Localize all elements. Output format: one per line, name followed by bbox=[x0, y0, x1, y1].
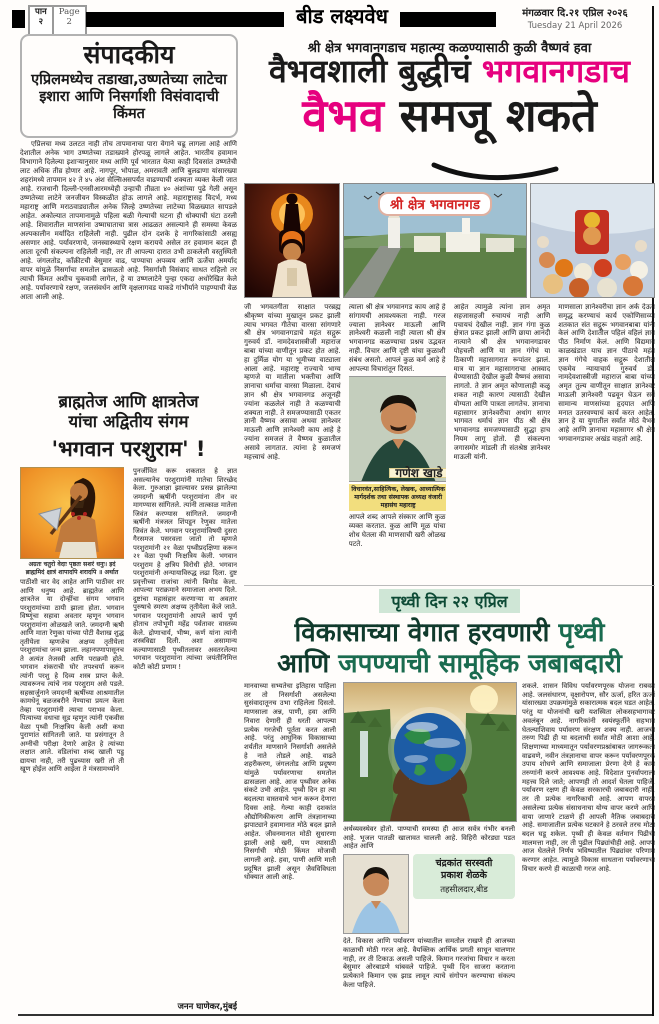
earth-column-2 bbox=[343, 682, 515, 1014]
earth-headline-l1-green: पृथ्वी bbox=[558, 618, 605, 648]
earth-headline-l2-dark: आणि bbox=[277, 649, 339, 679]
earth-headline-l1-dark: विकासाच्या वेगात हरवणारी bbox=[294, 618, 559, 648]
main-column-3: आहेत त्यामुळे त्यांना ज्ञान अमृत सहजासहजी रुचायचं नाही आणि पचायचं देखील नाही. ज्ञान गंगा कुळ क्षेत्रात प्रकट झाली आणि छाया आनंदी नात्याने श्री क्षेत्र भगवानगडावर पोहचली आणि या ज्ञान गंगेचं या ठिकाणी महासागरात रूपांतर झालं. मात्र या ज्ञान महासागराचा आस्वाद घेण्यासाठी देखील कुळी वैष्णवं असावा लागतो. ते ज्ञान अमृत कोणालाही कळू शकत नाही कारण त्यासाठी देखील योग्यता आणि पात्रता लागतेच. ज्ञानाचा महासागर ज्ञानेश्वरीचा अथांग सागर भागवत धर्माचं ज्ञान पीठ श्री क्षेत्र भगवानगड समजण्यासाठी सुद्धा हाच नियम लागू होतो. ही संकल्पना जगासमोर मांडली ती संतश्रेष्ठ ज्ञानेश्वर माऊली यांनी. bbox=[453, 303, 551, 461]
parashuram-author-signature: जनन घाणेकर,मुंबई bbox=[177, 1002, 237, 1012]
parashuram-image-caption: अग्रतः चतुरो वेदाः पृष्ठतः सशरं धनुः। इदं ब्राह्ममिदं क्षात्रं शापादपि शरादपि ॥ अर्थात bbox=[25, 561, 119, 576]
parashuram-column2-text: पुनर्जीवित करू शकतात हे ज्ञात असल्यानेच परशुरामांनी मातेचा शिरच्छेद केला. गुरुआज्ञा झाल्यावर प्रसन्न झालेल्या जमदग्नी ऋषींनी परशुरामांना तीन वर मागण्यास सांगितले. त्यांनी तात्काळ मातेला जिवंत करण्यास सांगितले. जमदग्नी ऋषींनी मंत्रजल शिंपडून रेणुका मातेला जिवंत केले. भगवान परशुरामांविषयी दुसरा गैरसमज पसरवला जातो तो म्हणजे परशुरामांनी २१ वेळा पृथ्वीप्रदक्षिणा करून २१ वेळा पृथ्वी निःक्षत्रिय केली. भगवान परशुराम हे क्षत्रिय विरोधी होते. भगवान परशुरामांनी अन्यायाविरुद्ध लढा दिला. दुष्ट प्रवृत्तीच्या राजांचा त्यांनी बिमोड केला. आपल्या पराक्रमाने समाजाला अभय दिले. दुष्टांचा महासंहार करणाऱ्या या अवतार पुरुषाचे स्मरण अक्षय्य तृतीयेला केले जाते. भगवान परशुरामांनी आपले कार्य पूर्ण होताच तपोभूमी महेंद्र पर्वतावर वास्तव्य केले. द्रोणाचार्य, भीष्म, कर्ण यांना त्यांनी शस्त्रविद्या दिली. अशा असामान्य कल्याणासाठी पृथ्वीतलावर अवतरलेल्या भगवान परशुरामांना त्यांच्या जयंतीनिमित्त कोटी कोटी प्रणाम ! bbox=[133, 467, 237, 671]
parashuram-illustration bbox=[20, 467, 124, 559]
earth-article-body bbox=[244, 682, 655, 1014]
main-column-4: माणसाला ज्ञानेश्वरीचा ज्ञान अर्क देऊन समृद्ध करण्याचं कार्य एकोणिसाव्या शतकात संत सद्गुरू भगवानबाबा यांनी केलं आणि देशातील पहिलं वहिलं ज्ञान पीठ निर्माण केलं. आणि विद्यमान काळखंडात याच ज्ञान पीठाचे महंत ज्ञान गंगेचे वाहक सद्गुरू देशातील एकमेव न्यायाचार्य गुरुवर्य डॉ. नामदेवशास्त्रीजी महाराज बाबा यांच्या अमृत तुल्य वाणीतून साक्षात ज्ञानेश्वर माऊली ज्ञानेश्वरी पढवून घेऊन सर्व सामान्य माणसांच्या हृदयात आणि मनात उतरवण्याचं कार्य करत आहेत. ज्ञान हे या युगातील सर्वांत मोठं वैभव आहे आणि ज्ञानाचा महासागर श्री क्षेत्र भगवानगडावर अखंड वाहतो आहे. bbox=[558, 303, 655, 443]
header-left-mark bbox=[12, 10, 25, 28]
editorial-header-box bbox=[20, 34, 238, 138]
main-article-kicker: श्री क्षेत्र भगवानगडाच महात्म्य कळण्यासाठी कुळी वैष्णवं हवा bbox=[307, 41, 592, 56]
earth-headline-l2-green: जपण्याची सामूहिक जबाबदारी bbox=[338, 649, 622, 679]
main-article-body bbox=[244, 303, 655, 586]
parashuram-column-1 bbox=[20, 467, 124, 1012]
date-english: Tuesday 21 April 2026 bbox=[527, 21, 623, 31]
temple-photo-label: श्री क्षेत्र भगवानगड bbox=[378, 192, 492, 216]
earth-author-label bbox=[413, 854, 515, 899]
masthead-right-bar bbox=[400, 12, 496, 27]
earth-column-1: मानवाच्या सभ्यतेचा इतिहास पाहिला तर तो निसर्गाशी असलेल्या सुसंवादातूनच उभा राहिलेला दिसतो. माणसाला अन्न, पाणी, हवा आणि निवारा देणारी ही धरती आपल्या प्रत्येक गरजेची पूर्तता करत आली आहे. परंतु आधुनिक विकासाच्या शर्यतीत माणसाने निसर्गाशी असलेले हे नाते तोडले आहे. वाढते शहरीकरण, जंगलतोड आणि प्रदूषण यांमुळे पर्यावरणाचा समतोल ढासळला आहे. आज पृथ्वीवर अनेक संकटे उभी आहेत. पृथ्वी दिन हा त्या बदलत्या वास्तवाचे भान करून देणारा दिवस आहे. गेल्या काही दशकांत औद्योगिकीकरण आणि तंत्रज्ञानाच्या झपाट्याने हवामानात मोठे बदल झाले आहेत. जीवनमानात मोठी सुधारणा झाली आहे खरी, पण त्यासाठी निसर्गाची मोठी किंमत मोजावी लागली आहे. हवा, पाणी आणि माती प्रदूषित झाली असून जैवविविधता धोक्यात आली आहे. bbox=[244, 682, 336, 882]
parashuram-kicker-line2: यांचा अद्वितीय संगम bbox=[68, 412, 189, 432]
main-article-photos bbox=[244, 183, 655, 296]
main-column-2 bbox=[349, 303, 446, 586]
earth-in-hands-photo bbox=[343, 682, 517, 822]
edition-date bbox=[502, 5, 648, 31]
earth-kicker-row bbox=[244, 589, 655, 613]
earth-column2-bottom-text: देते. विकास आणि पर्यावरण यांच्यातील समतोल राखणे ही आजच्या काळाची मोठी गरज आहे. वैयक्तिक आर्थिक प्रगती साधून चालणार नाही, तर ती टिकाऊ असली पाहिजे. किमान गरजांचा विचार न करता बेसुमार ओरबाडणे थांबवले पाहिजे. पृथ्वी दिन साजरा करताना प्रत्येकाने किमान एक झाड लावून त्याचे संगोपन करण्याचा संकल्प केला पाहिजे. bbox=[343, 937, 515, 989]
headline-flourish bbox=[430, 162, 560, 184]
earth-author-role: तहसीलदार,बीड bbox=[440, 884, 488, 895]
page-number-marathi bbox=[30, 7, 54, 34]
parashuram-body bbox=[20, 467, 237, 1012]
parashuram-title: 'भगवान परशुराम' ! bbox=[51, 437, 206, 461]
author-photo-ganesh-khade bbox=[349, 376, 446, 482]
earth-author-box bbox=[343, 854, 515, 934]
author-credentials: विचारवंत,साहित्यिक, लेखक, आध्यात्मिक मार्गदर्शक तथा संस्थापक अध्यक्ष वंजारी महासंघ महाराष्ट्र bbox=[349, 484, 446, 511]
editorial-body: एप्रिलचा मध्य उलटत नाही तोच तापमानाचा पारा वेगाने चढू लागला आहे आणि देशातील अनेक भाग उष्णतेच्या तडाख्याने होरपळू लागले आहेत. भारतीय हवामान विभागाने दिलेल्या इशाऱ्यानुसार मध्य आणि पूर्व भारतात येत्या काही दिवसांत उष्णतेची लाट अधिक तीव्र होणार आहे. नागपूर, भोपाळ, अमरावती आणि बुलढाणा यांसारख्या शहरांमध्ये तापमान ४२ ते ४५ अंश सेल्सिअसपर्यंत वाढण्याची शक्यता व्यक्त केली जात आहे. राजधानी दिल्ली-एनसीआरमध्येही उन्हाची तीव्रता ४० अंशांच्या पुढे गेली असून उष्णतेच्या लाटेने जनजीवन विस्कळीत होऊ लागले आहे. महाराष्ट्रासह विदर्भ, मध्य महाराष्ट्र आणि मराठवाड्यातील अनेक जिल्हे उष्णतेच्या लाटेच्या विळख्यात सापडले आहेत. अकोल्यात तापमानामुळे पहिला बळी गेल्याची घटना ही धोक्याची घंटा ठरली आहे. शिवारातील माणसांना उष्माघाताचा त्रास आढळत असल्याने ही समस्या केवळ अल्पकालीन मर्यादित राहिलेली नाही. पुढील दोन दशके हे नागरिकांसाठी असह्य असणार आहे. पर्यावरणाचे, जनस्वास्थ्याचे रक्षण करायचे असेल तर हवामान बदल ही आता दूरची संकल्पना राहिलेली नाही, तर ती आपल्या दारात उभी ठाकलेली वस्तुस्थिती आहे. जंगलतोड, काँक्रीटची बेसुमार वाढ, पाण्याचा अपव्यय आणि ऊर्जेचा अमर्याद वापर यांमुळे निसर्गाचा समतोल ढासळतो आहे. निसर्गाशी विसंवाद साधत राहिलो तर त्याची किंमत अशीच चुकवावी लागेल, हे या उष्णलाटेने पुन्हा एकदा अधोरेखित केले आहे. पर्यावरणाचे रक्षण, जलसंवर्धन आणि वृक्षलागवड याकडे गांभीर्याने पाहण्याची वेळ आता आली आहे. bbox=[20, 140, 237, 301]
main-headline-line2 bbox=[244, 89, 655, 142]
earth-column-3: शकले. शासन विविध पर्यावरणपूरक योजना राबवत आहे. जलसंधारण, वृक्षारोपण, सौर ऊर्जा, हरित ऊर्जा यांसारख्या उपक्रमांमुळे सकारात्मक बदल घडत आहेत. परंतु या योजनांची खरी यशस्विता लोकसहभागावर अवलंबून आहे. नागरिकांनी स्वयंस्फूर्तीने सहभाग घेतल्याशिवाय पर्यावरण संरक्षण शक्य नाही. आजची तरुण पिढी ही या बदलाची सर्वांत मोठी आशा आहे. शिक्षणाच्या माध्यमातून पर्यावरणप्रश्नांबाबत जागरूकता वाढवणे, नवीन तंत्रज्ञानाचा वापर करून पर्यावरणपूरक उपाय शोधणे आणि समाजाला प्रेरणा देणे हे काम तरुणांनी करणे आवश्यक आहे. विदेशात पुनर्वापराला महत्त्व दिले जाते; आपणही तो आदर्श घेतला पाहिजे. पर्यावरण रक्षण ही केवळ सरकारची जबाबदारी नाही, तर ती प्रत्येक नागरिकाची आहे. आपण वापरत असलेल्या प्रत्येक संसाधनाचा योग्य वापर करणे आणि वाया जाणारे टाळणे ही आपली नैतिक जबाबदारी आहे. समाजातील प्रत्येक घटकाने हे ठरवले तरच मोठा बदल घडू शकेल. पृथ्वी ही केवळ वर्तमान पिढीची मालमत्ता नाही, तर ती पुढील पिढ्यांचीही आहे. आपण आज घेतलेले निर्णय भविष्यातील पिढ्यांवर परिणाम करणार आहेत. त्यामुळे विकास साधताना पर्यावरणाचा विचार करणे ही काळाची गरज आहे. bbox=[522, 682, 655, 873]
author-photo-tahsildar bbox=[343, 854, 409, 934]
earth-author-name-line1: चंद्रकांत सरस्वती bbox=[435, 858, 493, 870]
earth-author-name-line2: प्रकाश शेळके bbox=[441, 869, 487, 881]
main-headline-line1 bbox=[244, 52, 655, 90]
main-column2-top-text: त्याला श्री क्षेत्र भगवानगड काय आहे हे सांगायची आवश्यकता नाही. गरज ज्याला ज्ञानेश्वर माऊली आणि ज्ञानेश्वरी कळली नाही त्याला श्री क्षेत्र भगवानगड कळण्याचा प्रश्नच उद्भवत नाही. विचार आणि दृष्टी यांचा कुळाशी संबंध असतो. आपलं कुळ कर्म आहे हे आपल्या विचारांतून दिसतं. bbox=[348, 303, 446, 373]
main-headline-l2-pink: वैभव bbox=[302, 89, 400, 142]
editorial-title: संपादकीय bbox=[83, 40, 175, 69]
page-num-english: 2 bbox=[66, 16, 72, 27]
earth-kicker: पृथ्वी दिन २२ एप्रिल bbox=[379, 589, 519, 613]
section-divider bbox=[244, 585, 655, 586]
author-name-badge: गणेश खाडे bbox=[389, 468, 445, 479]
deity-photo bbox=[244, 183, 340, 298]
crowd-ceremony-photo bbox=[530, 183, 655, 298]
main-headline-l2-black: समजू शकते bbox=[399, 89, 597, 142]
earth-headline-line2 bbox=[244, 644, 655, 680]
date-marathi: मंगळवार दि.२१ एप्रिल २०२६ bbox=[522, 8, 628, 19]
parashuram-column1-text: पाठीशी चार वेद आहेत आणि पाठीवर शर आणि धनुष्य आहे. ब्राह्मतेज आणि क्षात्रतेज या दोन्हींचा संगम भगवान परशुरामांच्या ठायी झाला होता. भगवान विष्णूंचा सहावा अवतार म्हणून भगवान परशुरामांना ओळखले जाते. जमदग्नी ऋषी आणि माता रेणुका यांच्या पोटी वैशाख शुद्ध तृतीयेला म्हणजेच अक्षय्य तृतीयेला परशुरामांचा जन्म झाला. लहानपणापासूनच ते अत्यंत तेजस्वी आणि पराक्रमी होते. भगवान शंकराची घोर तपश्चर्या करून त्यांनी परशु हे दिव्य शस्त्र प्राप्त केले. त्यावरूनच त्यांचे नाव परशुराम असे पडले. सहस्रार्जुनाने जमदग्नी ऋषींच्या आश्रमातील कामधेनू बळजबरीने नेण्याचा प्रयत्न केला तेव्हा परशुरामांनी त्याचा पराभव केला. पित्याच्या वधाचा सूड म्हणून त्यांनी एकवीस वेळा पृथ्वी निःक्षत्रिय केली अशी कथा पुराणांत सांगितली जाते. या प्रसंगातून ते अग्नीची परीक्षा देणारे आहेत हे त्यांच्या लक्षात आले. वडिलांचा शब्द खाली पडू द्यायचा नाही, तरी पुढच्यास खरी तो ती खूण होईल आणि आईला ते मंत्रसामर्थ्याने bbox=[20, 578, 124, 774]
editorial-subtitle: एप्रिलमध्येच तडाखा,उष्णतेच्या लाटेचा इशारा आणि निसर्गाशी विसंवादाची किंमत bbox=[31, 72, 227, 122]
page-number-box bbox=[28, 5, 87, 36]
earth-column2-top-text: अर्थव्यवस्थेवर होतो. पाण्याची समस्या ही आज सर्वत्र गंभीर बनली आहे. भूजल पातळी खालावत चालली आहे. विहिरी कोरड्या पडत आहेत आणि bbox=[343, 825, 515, 851]
page-label-english: Page bbox=[58, 7, 80, 17]
main-headline-l1-pink: भगवानगडाच bbox=[481, 52, 630, 90]
main-headline-l1-black: वैभवशाली बुद्धीचं bbox=[269, 52, 482, 90]
main-column-1: जी भगवतगीता साक्षात परब्रह्म श्रीकृष्ण यांच्या मुखातून प्रकट झाली त्याच भगवत गीतेचा वारसा सांगणारे श्री क्षेत्र भगवानगडाचे महंत सद्गुरू गुरुवर्य डॉ. नामदेवशास्त्रीजी महाराज बाबा यांच्या वाणीतून प्रकट होत आहे. हा दुर्मिळ योग या भूमीच्या वाट्याला आला आहे. महाराष्ट्र राज्याचे भाग्य म्हणजे या मातीला भक्तीचा आणि ज्ञानाचा धर्माचा वारसा मिळाला. देवाचं ज्ञान श्री क्षेत्र भगवानगड अजूनही ज्यांना कळलेलं नाही ते कळण्याची शक्यता नाही. ते समजण्यासाठी एकतर ज्ञानी वैष्णव असावा अथवा ज्ञानेश्वर माऊली आणि ज्ञानेश्वरी काय आहे हे ज्यांना समजलं ते वैष्णव कुळातील असावे लागतात. त्यांना हे समजणं महत्त्वाचं आहे. bbox=[244, 303, 341, 461]
parashuram-kicker-line1: ब्राह्मतेज आणि क्षात्रतेज bbox=[58, 392, 199, 411]
main-column2-bottom-text: आपले शब्द आपले संस्कार आणि कुळ व्यक्त करतात. कुळ आणि मूळ यांचा शोध घेतला की माणसाची खरी ओळख पटते. bbox=[348, 513, 446, 548]
parashuram-kicker bbox=[20, 392, 237, 432]
temple-aerial-photo bbox=[343, 183, 527, 298]
masthead-title: बीड लक्ष्यवेध bbox=[296, 4, 388, 28]
parashuram-column-2 bbox=[133, 467, 237, 1012]
page-label-marathi: पान bbox=[35, 7, 47, 17]
page-number-english bbox=[54, 7, 85, 34]
masthead-left-bar bbox=[86, 12, 284, 27]
page-bottom-rule bbox=[18, 1014, 652, 1016]
page-num-marathi: २ bbox=[38, 16, 44, 27]
